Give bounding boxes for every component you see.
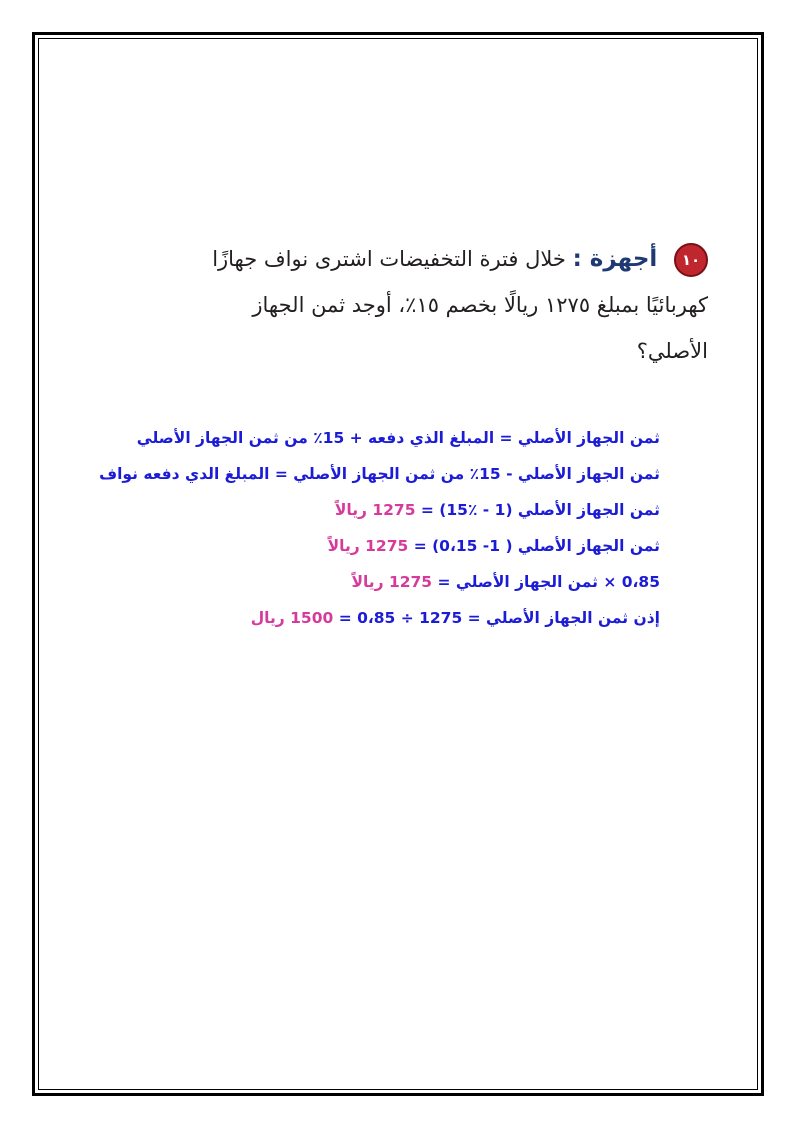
solution-line-6-text: إذن ثمن الجهاز الأصلي = 1275 ÷ 0،85 = bbox=[338, 609, 660, 627]
solution-line-1-text: ثمن الجهاز الأصلي = المبلغ الذي دفعه + 15٪ من ثمن الجهاز الأصلي bbox=[136, 429, 660, 447]
question-number-badge: ١٠ bbox=[674, 243, 708, 277]
solution-block bbox=[100, 420, 660, 636]
solution-line-5-text: 0،85 × ثمن الجهاز الأصلي = bbox=[437, 573, 660, 591]
solution-line-2 bbox=[100, 456, 660, 492]
solution-line-4 bbox=[100, 528, 660, 564]
solution-line-5 bbox=[100, 564, 660, 600]
solution-line-3-value: 1275 ريالاً bbox=[334, 501, 416, 519]
question-block bbox=[180, 236, 708, 374]
solution-line-1 bbox=[100, 420, 660, 456]
solution-line-3 bbox=[100, 492, 660, 528]
solution-line-4-text: ثمن الجهاز الأصلي ( 1- 0،15) = bbox=[413, 537, 660, 555]
solution-line-3-text: ثمن الجهاز الأصلي (1 - ٪15) = bbox=[420, 501, 660, 519]
solution-line-5-value: 1275 ريالاً bbox=[351, 573, 433, 591]
solution-line-6 bbox=[100, 600, 660, 636]
solution-line-2-text: ثمن الجهاز الأصلي - 15٪ من ثمن الجهاز الأصلي = المبلغ الدي دفعه نواف bbox=[99, 465, 660, 483]
solution-line-4-value: 1275 ريالاً bbox=[327, 537, 409, 555]
solution-line-6-value: 1500 ريال bbox=[250, 609, 334, 627]
question-text: خلال فترة التخفيضات اشترى نواف جهازًا كهربائيًا بمبلغ ١٢٧٥ ريالًا بخصم ١٥٪، أوجد ثمن الجهاز الأصلي؟ bbox=[212, 247, 708, 363]
question-title: أجهزة : bbox=[572, 246, 658, 272]
